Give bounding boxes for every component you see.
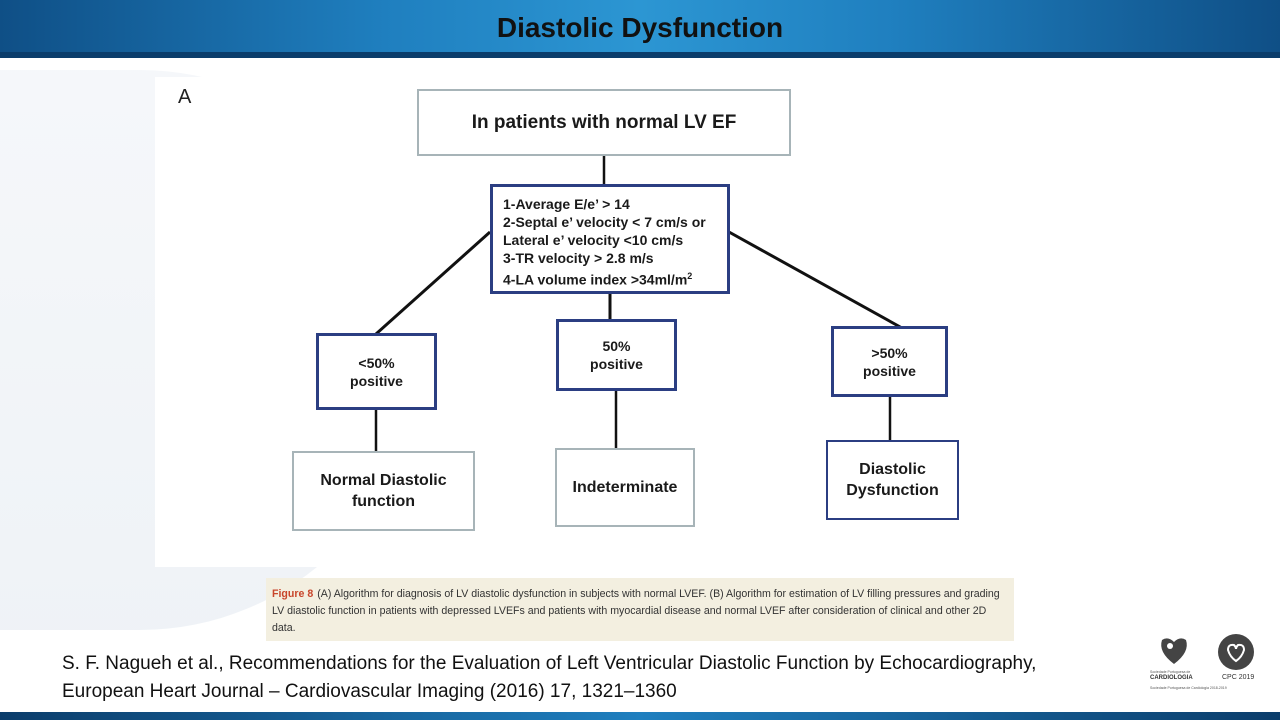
- condition-box-left: [316, 333, 437, 410]
- connector-criteria-right: [729, 232, 902, 328]
- society-line1: Sociedade Portuguesa de: [1150, 670, 1191, 674]
- root-label: In patients with normal LV EF: [471, 111, 737, 133]
- figure-caption: [266, 578, 1014, 641]
- outcome-box-left: [292, 451, 475, 531]
- logos: [1150, 632, 1260, 692]
- logo-graphics: [1150, 632, 1260, 692]
- criteria-line: 3-TR velocity > 2.8 m/s: [503, 250, 654, 266]
- criteria-box: [490, 184, 730, 294]
- society-line2: CARDIOLOGIA: [1150, 675, 1193, 681]
- outcome-label: Normal Diastolic function: [320, 472, 447, 510]
- outcome-label: Diastolic Dysfunction: [846, 461, 939, 499]
- criteria-line: 4-LA volume index >34ml/m: [503, 271, 688, 288]
- reference-citation: S. F. Nagueh et al., Recommendations for the Evaluation of Left Ventricular Diastolic Function by Echocardiography, European Heart Journal – Cardiovascular Imaging (2016) 17, 1321–1360: [62, 653, 1037, 702]
- panel-label: A: [178, 86, 192, 108]
- caption-text: (A) Algorithm for diagnosis of LV diastolic dysfunction in subjects with normal LVEF. (B) Algorithm for estimation of LV filling pressures and grading LV diastolic function in patients with depressed LVEFs and patients with myocardial disease and normal LVEF after consideration of clinical and other 2D data.: [272, 588, 1000, 634]
- slide-footer-bar: [0, 712, 1280, 720]
- event-name: CPC 2019: [1222, 674, 1255, 681]
- connector-criteria-left: [376, 232, 490, 334]
- logo-footer-text: Sociedade Portuguesa de Cardiologia 2018-2019: [1150, 686, 1227, 690]
- slide-title: Diastolic Dysfunction: [496, 12, 784, 43]
- outcome-box-right: [826, 440, 959, 520]
- root-box: [417, 89, 791, 156]
- criteria-line: 2-Septal e’ velocity < 7 cm/s or: [503, 214, 706, 230]
- criteria-line: Lateral e’ velocity <10 cm/s: [503, 232, 684, 248]
- spc-logo-icon: [1161, 638, 1187, 664]
- criteria-line: 1-Average E/e’ > 14: [503, 196, 630, 212]
- outcome-box-middle: [555, 448, 695, 527]
- condition-label: <50% positive: [350, 354, 403, 389]
- figure-label: Figure 8: [272, 588, 314, 600]
- criteria-superscript: 2: [687, 271, 693, 281]
- criteria-line-last: [503, 267, 692, 289]
- condition-box-right: [831, 326, 948, 397]
- condition-label: 50% positive: [590, 338, 643, 372]
- condition-label: >50% positive: [863, 344, 916, 379]
- cpc-heart-icon: [1218, 634, 1254, 670]
- outcome-label: Indeterminate: [572, 478, 678, 496]
- condition-box-middle: [556, 319, 677, 391]
